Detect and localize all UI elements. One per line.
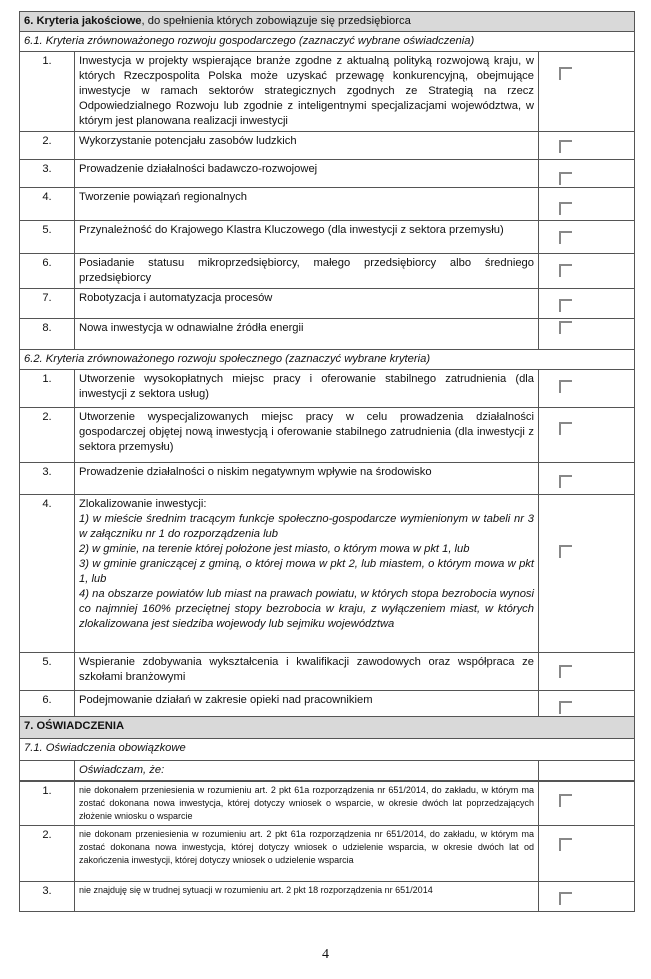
checkbox-cell — [539, 221, 635, 254]
table-row — [20, 782, 635, 826]
table-row — [20, 495, 635, 653]
row-text: Robotyzacja i automatyzacja procesów — [75, 289, 539, 319]
checkbox[interactable] — [559, 202, 572, 215]
row-number: 3. — [20, 463, 75, 495]
checkbox-cell — [539, 132, 635, 160]
section-7-1-header — [20, 739, 635, 761]
row-text: Zlokalizowanie inwestycji: — [79, 498, 207, 510]
row-text: nie dokonam przeniesienia w rozumieniu art. 2 pkt 61a rozporządzenia nr 651/2014, do zakładu, w którym ma zostać dokonana nowa inwestycja, której dotyczy wniosek o udzielenie wsparcia, w okresie dwóch lat od zakończenia inwestycji, której dotyczy wniosek o udzielenie wsparcia — [75, 826, 539, 882]
form-page — [19, 11, 634, 912]
checkbox-cell — [539, 408, 635, 463]
checkbox[interactable] — [559, 475, 572, 488]
row-number: 4. — [20, 495, 75, 653]
row-number: 1. — [20, 782, 75, 826]
row-text: Utworzenie wysokopłatnych miejsc pracy i oferowanie stabilnego zatrudnienia (dla inwestycji z sektora usług) — [75, 370, 539, 408]
checkbox[interactable] — [559, 321, 572, 334]
checkbox-cell — [539, 52, 635, 132]
row-number: 2. — [20, 826, 75, 882]
checkbox[interactable] — [559, 231, 572, 244]
checkbox-cell — [539, 319, 635, 350]
row-text: nie dokonałem przeniesienia w rozumieniu art. 2 pkt 61a rozporządzenia nr 651/2014, do zakładu, w którym ma zostać dokonana nowa inwestycja, której dotyczy wniosek o wsparcie, w okresie dwóch lat poprzedzających złożenie wniosku o wsparcie — [75, 782, 539, 826]
location-option: 2) w gminie, na terenie której położone jest miasto, o którym mowa w pkt 1, lub — [79, 543, 470, 555]
location-option: 3) w gminie graniczącej z gminą, o której mowa w pkt 2, lub miastem, o którym mowa w pkt 1, lub — [79, 558, 534, 585]
table-row — [20, 254, 635, 289]
section-6-2-header — [20, 350, 635, 370]
checkbox[interactable] — [559, 545, 572, 558]
table-row — [20, 691, 635, 717]
row-text: Utworzenie wyspecjalizowanych miejsc pracy w celu prowadzenia działalności gospodarczej objętej nową inwestycją i oferowanie stabilnego zatrudnienia (dla inwestycji z sektora przemysłu) — [75, 408, 539, 463]
table-row — [20, 188, 635, 221]
row-number: 2. — [20, 408, 75, 463]
table-row — [20, 826, 635, 882]
row-number: 4. — [20, 188, 75, 221]
checkbox-cell — [539, 495, 635, 653]
row-text: Inwestycja w projekty wspierające branże zgodne z aktualną polityką rozwojową kraju, w których Rzeczpospolita Polska może uzyskać przewagę konkurencyjną, obejmujące inwestycje w ramach sektorów strategicznych zgodnych ze Strategią na rzecz Odpowiedzialnego Rozwoju lub zgodnie z inteligentnymi specjalizacjami województwa, w którym jest planowana realizacji inwestycji — [75, 52, 539, 132]
table-row — [20, 463, 635, 495]
table-row — [20, 160, 635, 188]
checkbox-cell — [539, 370, 635, 408]
section-6-1-title: 6.1. Kryteria zrównoważonego rozwoju gospodarczego (zaznaczyć wybrane oświadczenia) — [20, 32, 635, 52]
checkbox[interactable] — [559, 264, 572, 277]
row-text: Wykorzystanie potencjału zasobów ludzkich — [75, 132, 539, 160]
row-number: 6. — [20, 254, 75, 289]
checkbox[interactable] — [559, 380, 572, 393]
row-number: 1. — [20, 52, 75, 132]
section-7-1-title: 7.1. Oświadczenia obowiązkowe — [20, 739, 635, 761]
row-number: 8. — [20, 319, 75, 350]
section-7-header — [20, 717, 635, 739]
checkbox[interactable] — [559, 892, 572, 905]
table-row — [20, 408, 635, 463]
checkbox[interactable] — [559, 140, 572, 153]
table-row — [20, 370, 635, 408]
checkbox[interactable] — [559, 67, 572, 80]
section-6-header — [20, 12, 635, 32]
row-text: Przynależność do Krajowego Klastra Kluczowego (dla inwestycji z sektora przemysłu) — [75, 221, 539, 254]
section-6-title-rest: , do spełnienia których zobowiązuje się przedsiębiorca — [141, 15, 411, 27]
table-row — [20, 653, 635, 691]
row-text: nie znajduję się w trudnej sytuacji w rozumieniu art. 2 pkt 18 rozporządzenia nr 651/2014 — [75, 882, 539, 912]
location-option: 1) w mieście średnim tracącym funkcje społeczno-gospodarcze wymienionym w tabeli nr 3 w załączniku nr 1 do rozporządzenia lub — [79, 513, 534, 540]
section-6-title: 6. Kryteria jakościowe — [24, 15, 142, 27]
checkbox[interactable] — [559, 701, 572, 714]
row-text: Wspieranie zdobywania wykształcenia i kwalifikacji zawodowych oraz współpraca ze szkołami branżowymi — [75, 653, 539, 691]
checkbox-cell — [539, 826, 635, 882]
table-row — [20, 132, 635, 160]
declaration-intro: Oświadczam, że: — [75, 761, 539, 781]
checkbox-cell — [539, 691, 635, 717]
row-text: Posiadanie statusu mikroprzedsiębiorcy, małego przedsiębiorcy albo średniego przedsiębiorcy — [75, 254, 539, 289]
row-number: 1. — [20, 370, 75, 408]
row-text: Podejmowanie działań w zakresie opieki nad pracownikiem — [75, 691, 539, 717]
row-number: 7. — [20, 289, 75, 319]
checkbox-cell — [539, 782, 635, 826]
section-6-2-title: 6.2. Kryteria zrównoważonego rozwoju społecznego (zaznaczyć wybrane kryteria) — [20, 350, 635, 370]
row-number: 6. — [20, 691, 75, 717]
checkbox[interactable] — [559, 422, 572, 435]
checkbox[interactable] — [559, 172, 572, 185]
location-option: 4) na obszarze powiatów lub miast na prawach powiatu, w których stopa bezrobocia wynosi co najmniej 160% przeciętnej stopy bezrobocia w kraju, z wyłączeniem miast, w których zlokalizowana jest siedziba wojewody lub sejmiku województwa — [79, 588, 534, 630]
row-number: 2. — [20, 132, 75, 160]
row-text: Prowadzenie działalności badawczo-rozwojowej — [75, 160, 539, 188]
checkbox-cell — [539, 289, 635, 319]
checkbox-cell — [539, 254, 635, 289]
checkbox-cell — [539, 188, 635, 221]
row-text: Nowa inwestycja w odnawialne źródła energii — [75, 319, 539, 350]
row-number: 3. — [20, 160, 75, 188]
row-number: 3. — [20, 882, 75, 912]
criteria-table — [19, 11, 635, 781]
table-row — [20, 221, 635, 254]
checkbox[interactable] — [559, 299, 572, 312]
table-row — [20, 761, 635, 781]
checkbox-cell — [539, 653, 635, 691]
row-number: 5. — [20, 221, 75, 254]
page-number: 4 — [322, 947, 329, 962]
section-7-title: 7. OŚWIADCZENIA — [20, 717, 635, 739]
checkbox[interactable] — [559, 838, 572, 851]
table-row — [20, 319, 635, 350]
location-criteria-cell — [75, 495, 539, 653]
row-text: Tworzenie powiązań regionalnych — [75, 188, 539, 221]
checkbox-cell — [539, 882, 635, 912]
row-number: 5. — [20, 653, 75, 691]
table-row — [20, 289, 635, 319]
row-text: Prowadzenie działalności o niskim negatywnym wpływie na środowisko — [75, 463, 539, 495]
checkbox[interactable] — [559, 794, 572, 807]
checkbox-cell — [539, 160, 635, 188]
table-row — [20, 882, 635, 912]
checkbox-cell — [539, 463, 635, 495]
declarations-table — [19, 781, 635, 912]
checkbox[interactable] — [559, 665, 572, 678]
section-6-1-header — [20, 32, 635, 52]
table-row — [20, 52, 635, 132]
